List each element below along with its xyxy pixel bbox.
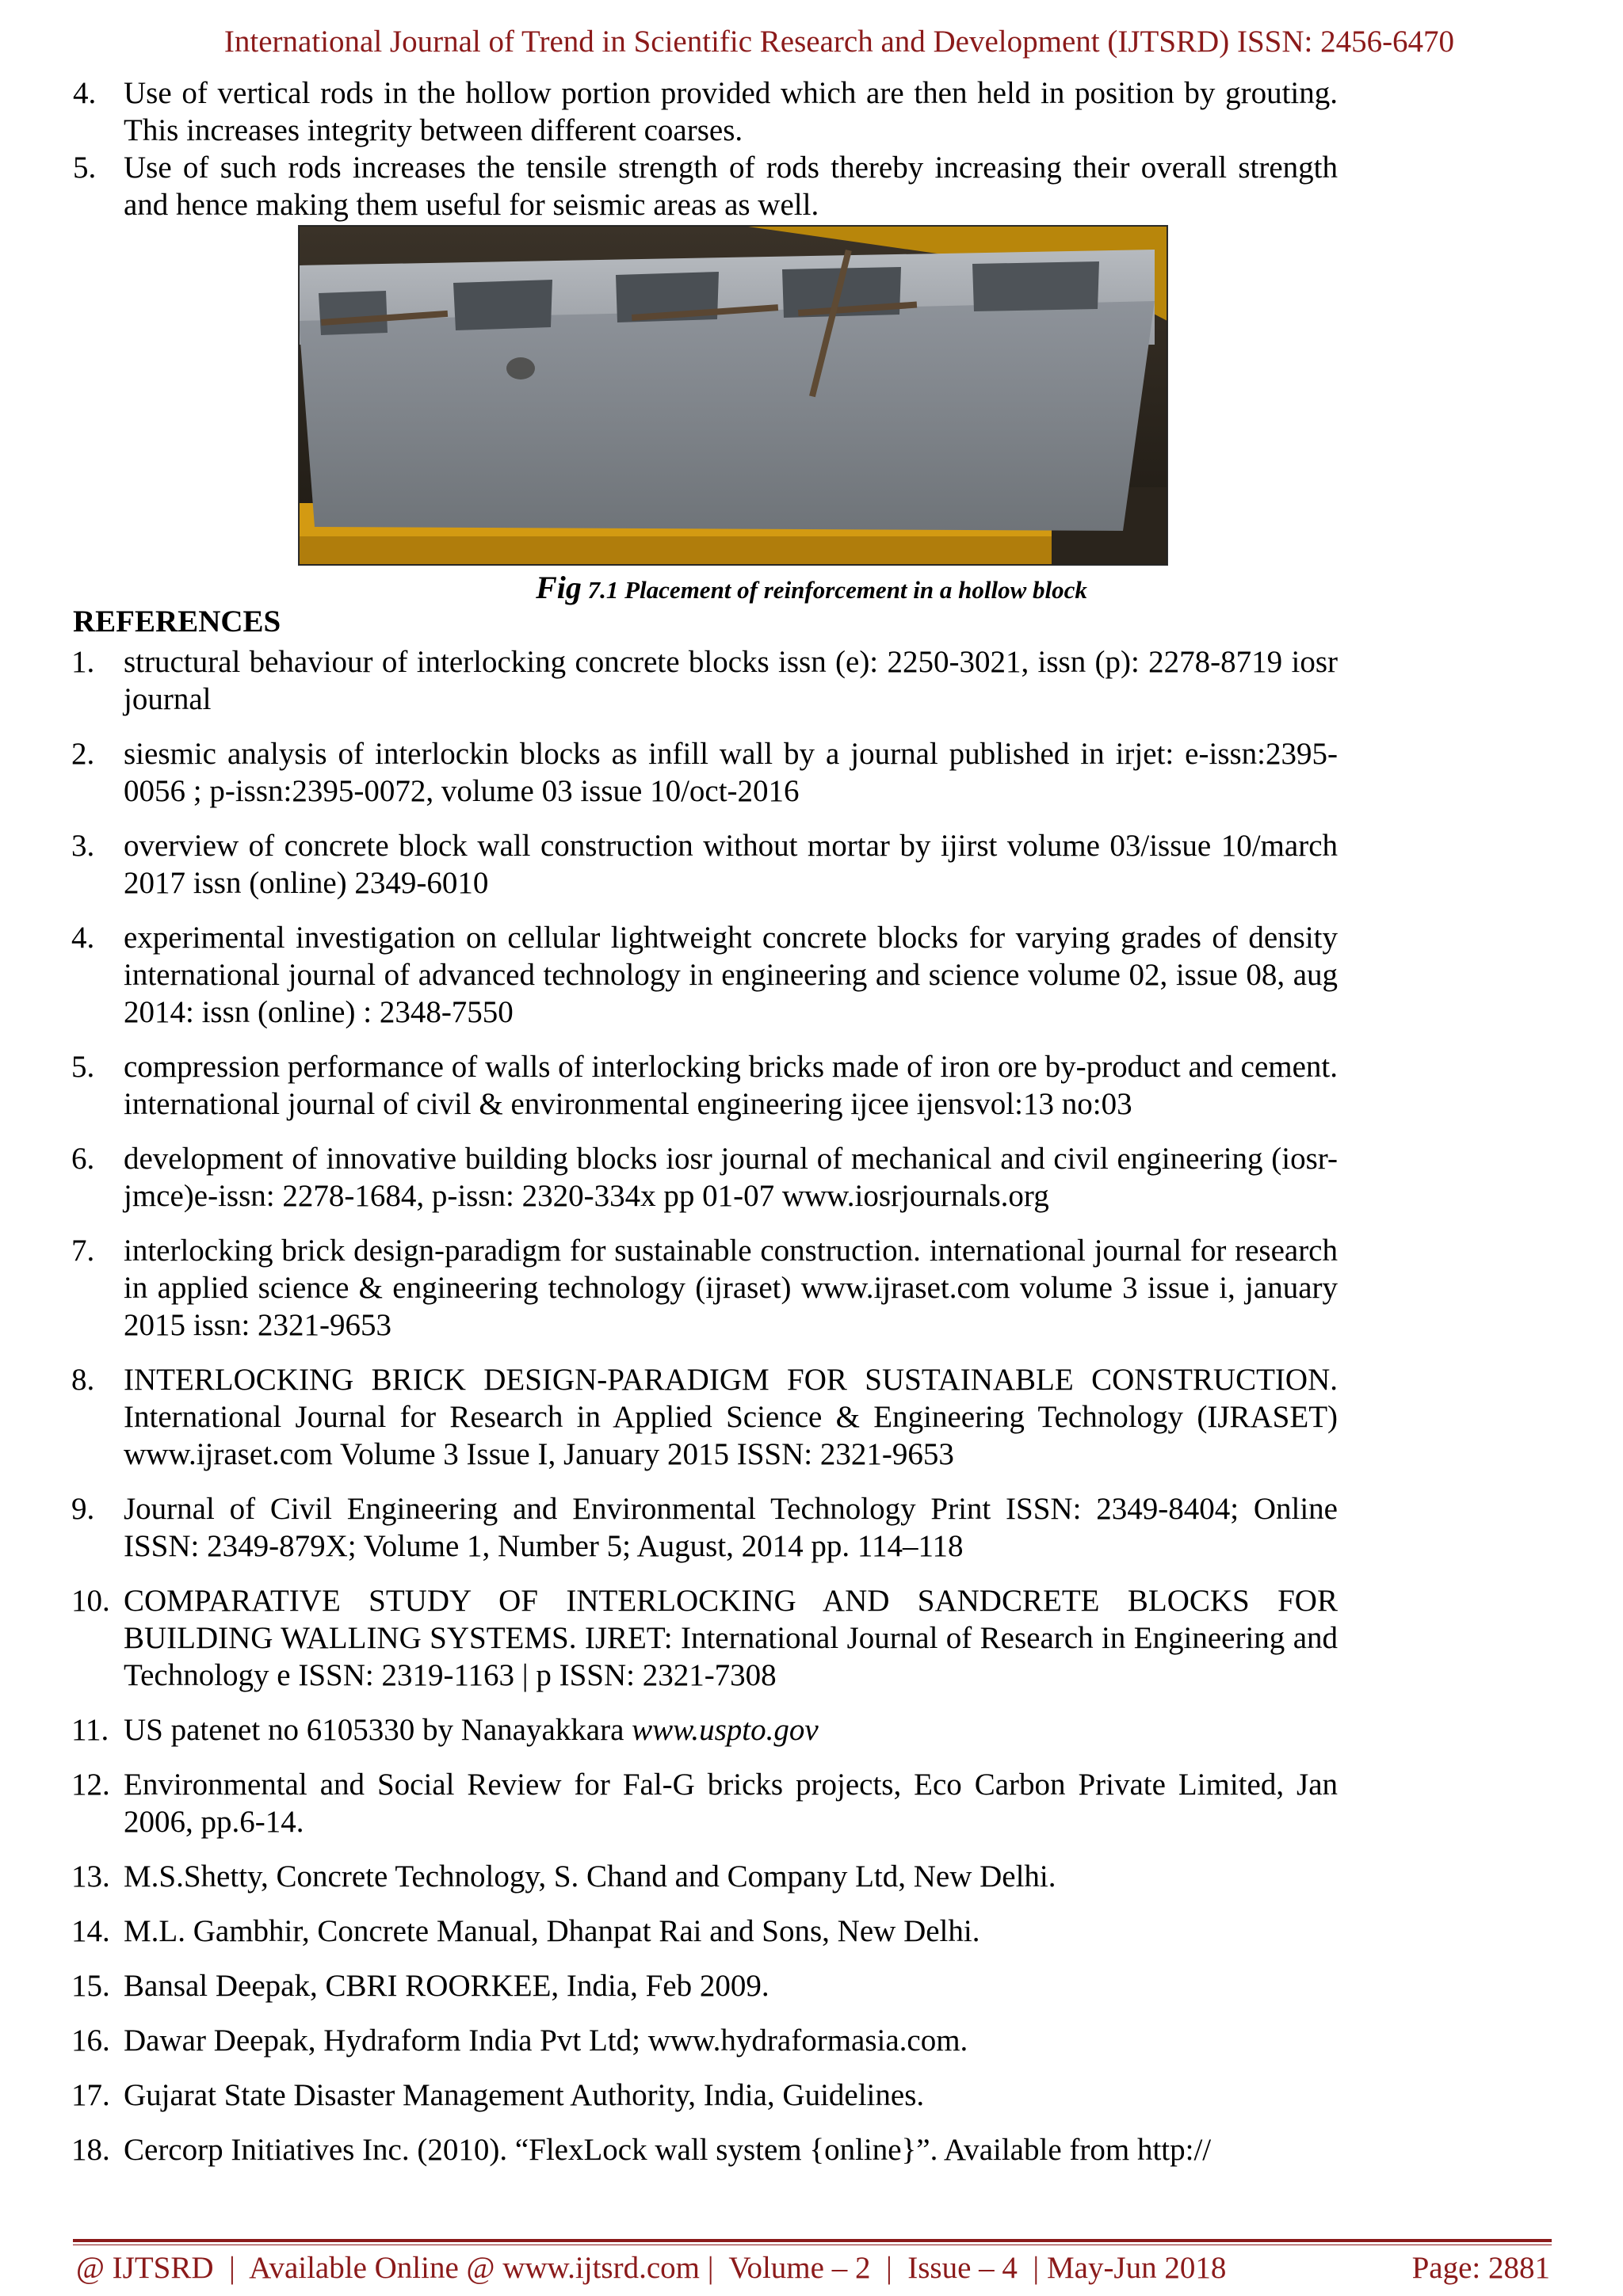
reference-number: 14. [71, 1914, 110, 1948]
reference-item [73, 1232, 1338, 1344]
reference-item [73, 2077, 1338, 2114]
reference-link[interactable]: www.uspto.gov [632, 1713, 819, 1747]
footer-divider [73, 2239, 1552, 2242]
reference-text: Dawar Deepak, Hydraform India Pvt Ltd; www.hydraformasia.com. [124, 2023, 968, 2058]
page-number: Page: 2881 [1411, 2251, 1550, 2285]
reference-text: overview of concrete block wall construction without mortar by ijirst volume 03/issue 10/march 2017 issn (online) 2349-6010 [124, 829, 1338, 900]
reference-item [73, 1913, 1338, 1950]
list-item [73, 149, 1338, 223]
reference-number: 11. [71, 1713, 109, 1747]
reference-item [73, 735, 1338, 810]
reference-number: 1. [71, 645, 95, 679]
journal-header: International Journal of Trend in Scientific Research and Development (IJTSRD) ISSN: 2456-6470 [223, 25, 1455, 59]
reference-number: 9. [71, 1492, 95, 1526]
reference-item [73, 1361, 1338, 1473]
reference-text: INTERLOCKING BRICK DESIGN-PARADIGM FOR SUSTAINABLE CONSTRUCTION. International Journal for Research in Applied Science & Engineering Technology (IJRASET) www.ijraset.com Volume 3 Issue I, January 2015 ISSN: 2321-9653 [124, 1363, 1338, 1471]
reference-item [73, 2022, 1338, 2059]
reference-number: 6. [71, 1142, 95, 1176]
reference-item [73, 1140, 1338, 1215]
reference-text: Cercorp Initiatives Inc. (2010). “FlexLock wall system {online}”. Available from http:// [124, 2133, 1212, 2167]
hollow-block-photo-drawing [299, 226, 1167, 565]
reference-text: siesmic analysis of interlockin blocks as infill wall by a journal published in irjet: e-issn:2395-0056 ; p-issn:2395-0072, volume 03 issue 10/oct-2016 [124, 737, 1338, 808]
reference-item [73, 1490, 1338, 1565]
references-list [73, 643, 1338, 2168]
reference-text: Gujarat State Disaster Management Authority, India, Guidelines. [124, 2078, 925, 2112]
reference-number: 2. [71, 737, 95, 771]
reference-text: compression performance of walls of interlocking bricks made of iron ore by-product and cement. international journal of civil & environmental engineering ijcee ijensvol:13 no:03 [124, 1050, 1338, 1121]
reference-number: 16. [71, 2023, 110, 2058]
reference-text: structural behaviour of interlocking concrete blocks issn (e): 2250-3021, issn (p): 2278-8719 iosr journal [124, 645, 1338, 716]
reference-item [73, 1766, 1338, 1840]
reference-number: 5. [71, 1050, 95, 1084]
reference-text: COMPARATIVE STUDY OF INTERLOCKING AND SANDCRETE BLOCKS FOR BUILDING WALLING SYSTEMS. IJRET: International Journal of Research in Engineering and Technology e ISSN: 2319-1163 | p ISSN: 2321-7308 [124, 1584, 1338, 1692]
footer-info: @ IJTSRD | Available Online @ www.ijtsrd.com | Volume – 2 | Issue – 4 | May-Jun 2018 [76, 2251, 1227, 2285]
reference-item [73, 1582, 1338, 1694]
figure-caption [0, 569, 1623, 606]
list-item-text: Use of such rods increases the tensile strength of rods thereby increasing their overall strength and hence making them useful for seismic areas as well. [124, 151, 1338, 222]
reference-text: Environmental and Social Review for Fal-G bricks projects, Eco Carbon Private Limited, Jan 2006, pp.6-14. [124, 1768, 1338, 1839]
reference-item [73, 1048, 1338, 1123]
list-item-number: 4. [73, 76, 97, 110]
reference-text: development of innovative building blocks iosr journal of mechanical and civil engineering (iosr-jmce)e-issn: 2278-1684, p-issn: 2320-334x pp 01-07 www.iosrjournals.org [124, 1142, 1338, 1213]
figure-caption-fig: Fig [536, 570, 582, 605]
reference-number: 3. [71, 829, 95, 863]
list-item-text: Use of vertical rods in the hollow portion provided which are then held in position by grouting. This increases integrity between different coarses. [124, 76, 1338, 147]
reference-item [73, 1858, 1338, 1895]
reference-number: 12. [71, 1768, 110, 1802]
reference-number: 4. [71, 921, 95, 955]
reference-item [73, 827, 1338, 902]
reference-item [73, 643, 1338, 718]
reference-number: 17. [71, 2078, 110, 2112]
list-item [73, 74, 1338, 149]
reference-text: M.L. Gambhir, Concrete Manual, Dhanpat Rai and Sons, New Delhi. [124, 1914, 980, 1948]
reference-item [73, 1967, 1338, 2004]
reference-item [73, 919, 1338, 1031]
reference-text: experimental investigation on cellular lightweight concrete blocks for varying grades of density international journal of advanced technology in engineering and science volume 02, issue 08, aug 2014: issn (online) : 2348-7550 [124, 921, 1338, 1029]
figure-caption-text: 7.1 Placement of reinforcement in a hollow block [581, 576, 1087, 604]
reference-item [73, 1711, 1338, 1749]
reference-text: Journal of Civil Engineering and Environmental Technology Print ISSN: 2349-8404; Online ISSN: 2349-879X; Volume 1, Number 5; August, 2014 pp. 114–118 [124, 1492, 1338, 1563]
reference-number: 18. [71, 2133, 110, 2167]
reference-number: 15. [71, 1969, 110, 2003]
reference-number: 7. [71, 1234, 95, 1268]
reference-number: 13. [71, 1859, 110, 1894]
references-heading: REFERENCES [73, 605, 281, 639]
hollow-block-photo [298, 225, 1168, 566]
reference-text: M.S.Shetty, Concrete Technology, S. Chand and Company Ltd, New Delhi. [124, 1859, 1056, 1894]
reference-number: 8. [71, 1363, 95, 1397]
reference-number: 10. [71, 1584, 110, 1618]
reference-text: interlocking brick design-paradigm for sustainable construction. international journal for research in applied science & engineering technology (ijraset) www.ijraset.com volume 3 issue i, january 2015 issn: 2321-9653 [124, 1234, 1338, 1342]
reference-text: US patenet no 6105330 by Nanayakkara [124, 1713, 632, 1747]
reference-text: Bansal Deepak, CBRI ROORKEE, India, Feb 2009. [124, 1969, 769, 2003]
reference-item [73, 2131, 1338, 2168]
list-item-number: 5. [73, 151, 97, 185]
intro-list [73, 74, 1338, 223]
